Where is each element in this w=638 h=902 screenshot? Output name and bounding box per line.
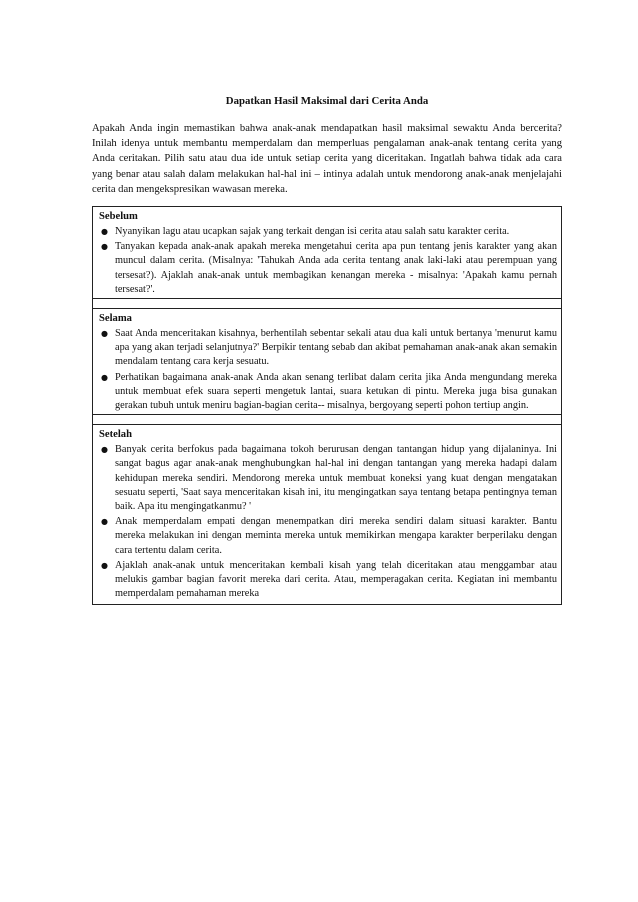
bullet-list <box>97 327 557 413</box>
list-item-text: Banyak cerita berfokus pada bagaimana tokoh berurusan dengan tantangan hidup yang dijalaninya. Ini sangat bagus agar anak-anak menghubungkan hal-hal ini dengan tantangan yang mereka hadapi dalam kehidupan mereka sendiri. Mendorong mereka untuk membuat koneksi yang kuat dengan mengatakan sesuatu seperti, 'Saat saya menceritakan kisah ini, itu mengingatkan saya tentang betapa pentingnya teman baik. Apa itu mengingatkanmu? ' <box>115 444 557 513</box>
bullet-list <box>97 443 557 601</box>
bullet-icon: ● <box>101 227 108 237</box>
list-item <box>97 240 557 297</box>
list-item-text: Tanyakan kepada anak-anak apakah mereka mengetahui cerita apa pun tentang jenis karakter yang akan muncul dalam cerita. (Misalnya: 'Tahukah Anda ada cerita tentang anak laki-laki atau perempuan yang tersesat?). Ajaklah anak-anak untuk membagikan kenangan mereka - misalnya: 'Apakah kamu pernah tersesat?'. <box>115 241 557 295</box>
list-item-text: Nyanyikan lagu atau ucapkan sajak yang terkait dengan isi cerita atau salah satu karakter cerita. <box>115 226 510 238</box>
section-during <box>93 309 561 413</box>
list-item <box>97 371 557 414</box>
row-divider <box>93 298 561 309</box>
intro-paragraph: Apakah Anda ingin memastikan bahwa anak-anak mendapatkan hasil maksimal sewaktu Anda bercerita? Inilah idenya untuk membantu memperdalam dan memperluas pengalaman anak-anak tentang cerita yang Anda ceritakan. Pilih satu atau dua ide untuk setiap cerita yang diceritakan. Ingatlah bahwa tidak ada cara yang benar atau salah dalam melakukan hal-hal ini – intinya adalah untuk mendorong anak-anak menjelajahi cerita dan mengekspresikan wawasan mereka. <box>92 123 562 195</box>
bullet-list <box>97 225 557 297</box>
section-heading: Selama <box>99 313 132 325</box>
tips-table <box>92 206 562 605</box>
bullet-icon: ● <box>101 372 108 382</box>
list-item <box>97 225 557 239</box>
row-divider <box>93 414 561 425</box>
section-heading: Setelah <box>99 429 132 441</box>
section-after <box>93 425 561 604</box>
bullet-icon: ● <box>101 445 108 455</box>
bullet-icon: ● <box>101 560 108 570</box>
list-item-text: Perhatikan bagaimana anak-anak Anda akan senang terlibat dalam cerita jika Anda mengundang mereka untuk membuat efek suara seperti mengetuk lantai, suara ketukan di pintu. Mereka juga bisa gunakan gerakan tubuh untuk meniru bagian-bagian cerita-- misalnya, bergoyang seperti pohon tertiup angin. <box>115 371 557 412</box>
bullet-icon: ● <box>101 329 108 339</box>
list-item-text: Ajaklah anak-anak untuk menceritakan kembali kisah yang telah diceritakan atau menggambar atau melukis gambar bagian favorit mereka dari cerita. Atau, memperagakan cerita. Kegiatan ini membantu memperdalam pemahaman mereka <box>115 559 557 600</box>
list-item <box>97 443 557 514</box>
list-item-text: Anak memperdalam empati dengan menempatkan diri mereka sendiri dalam situasi karakter. Bantu mereka melakukan ini dengan meminta mereka untuk memikirkan mengapa karakter berperilaku dengan cara tertentu dalam cerita. <box>115 516 557 556</box>
section-before <box>93 207 561 297</box>
bullet-icon: ● <box>101 242 108 252</box>
list-item <box>97 559 557 602</box>
list-item <box>97 327 557 370</box>
list-item-text: Saat Anda menceritakan kisahnya, berhentilah sebentar sekali atau dua kali untuk bertanya 'menurut kamu apa yang akan terjadi selanjutnya?' Berpikir tentang sebab dan akibat pemahaman anak-anak akan semakin mendalam tentang cara kerja sesuatu. <box>115 328 557 368</box>
document-title: Dapatkan Hasil Maksimal dari Cerita Anda <box>225 95 429 107</box>
bullet-icon: ● <box>101 517 108 527</box>
list-item <box>97 515 557 558</box>
section-heading: Sebelum <box>99 211 138 223</box>
document-page <box>92 94 562 605</box>
